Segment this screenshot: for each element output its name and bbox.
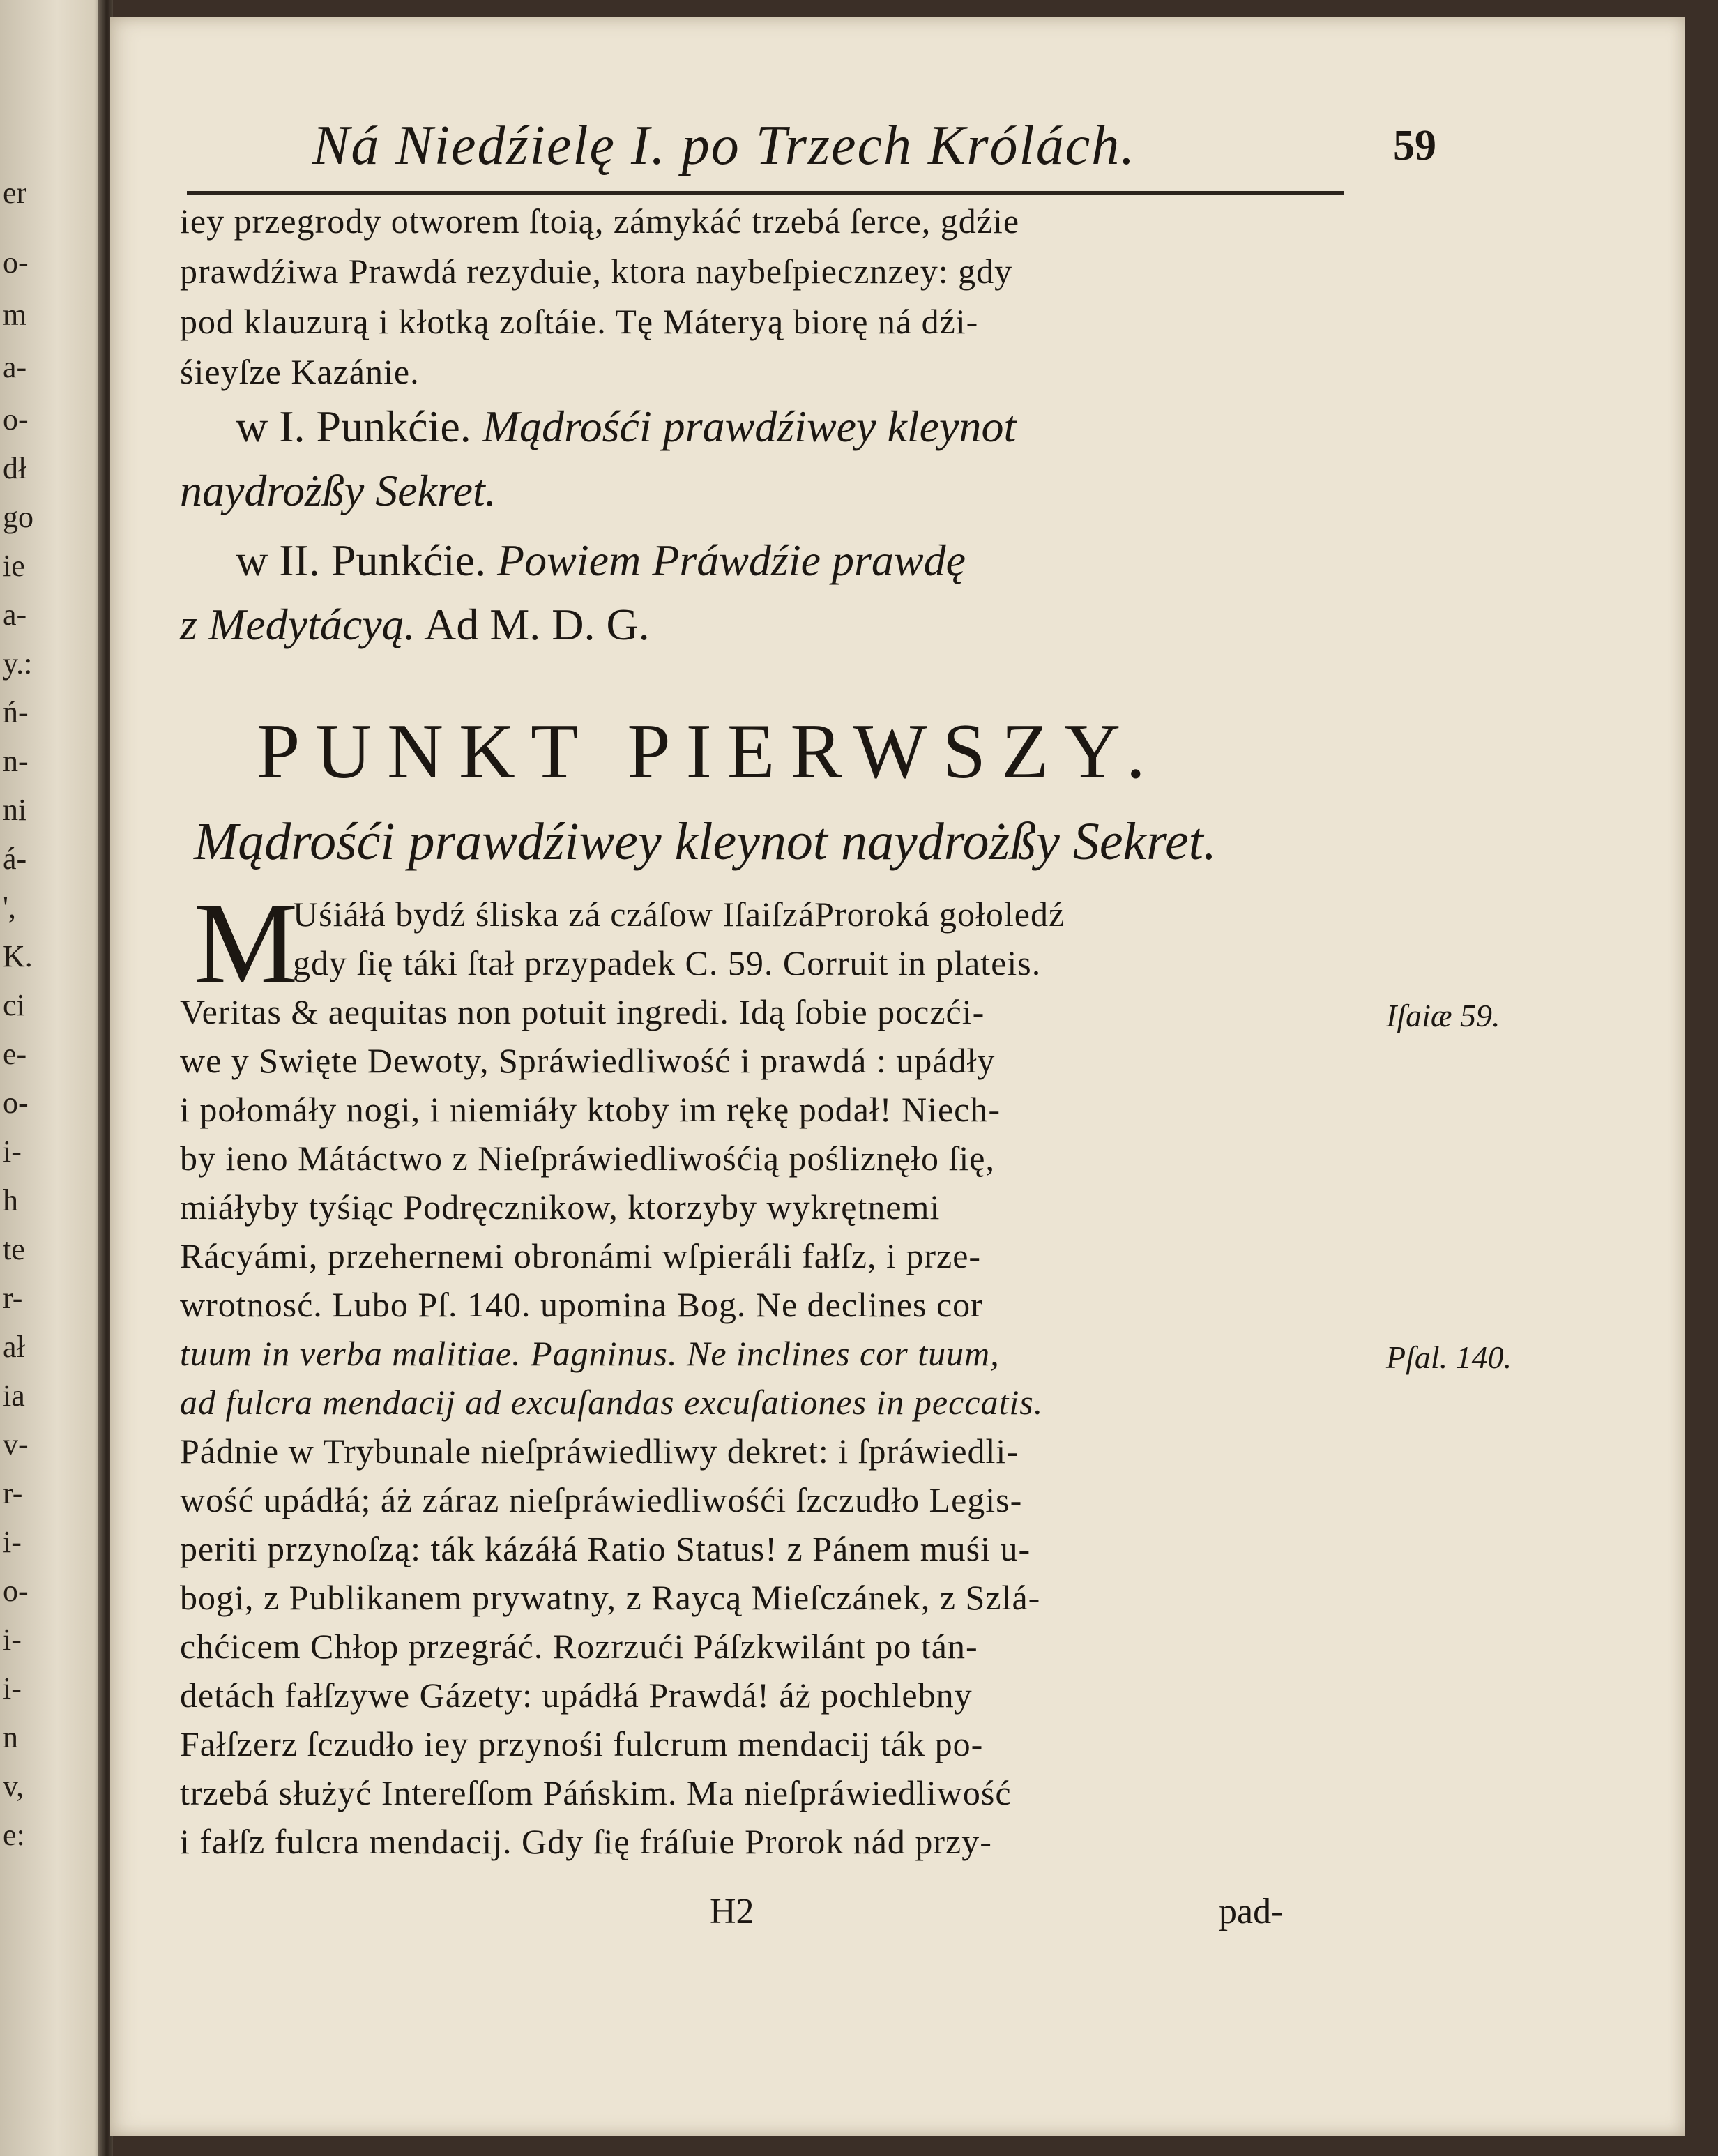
facing-page-fragment: n- xyxy=(3,744,29,778)
facing-page-fragment: ia xyxy=(3,1379,25,1413)
body-line: Pádnie w Trybunale nieſpráwiedliwy dekret: i ſpráwiedli- xyxy=(180,1432,1019,1471)
facing-page-fragment: á- xyxy=(3,842,27,876)
facing-page-fragment: v- xyxy=(3,1427,29,1462)
punkt-one-title-cont: naydrożßy Sekret. xyxy=(180,466,496,515)
body-line: Rácyámi, przeherneмi obronámi wſpieráli fałſz, i prze- xyxy=(180,1236,982,1275)
facing-page-fragment: ał xyxy=(3,1330,25,1364)
facing-page-fragment: ń- xyxy=(3,695,29,729)
facing-page-fragment: te xyxy=(3,1232,25,1266)
body-line: we y Swięte Dewoty, Spráwiedliwość i prawdá : upádły xyxy=(180,1041,996,1080)
section-subheading: Mądrośći prawdźiwey kleynot naydrożßy Sekret. xyxy=(194,812,1217,871)
facing-page-fragment: dł xyxy=(3,451,27,485)
facing-page-fragment: ', xyxy=(3,890,16,925)
facing-page-fragment: e- xyxy=(3,1037,27,1071)
facing-page-fragment: o- xyxy=(3,402,29,436)
catchword: pad- xyxy=(1219,1892,1284,1931)
section-heading: PUNKT PIERWSZY. xyxy=(257,708,1161,795)
facing-page-fragment: o- xyxy=(3,245,29,280)
body-line: trzebá służyć Intereſſom Páńskim. Ma nieſpráwiedliwość xyxy=(180,1773,1012,1812)
running-title: Ná Niedźielę I. po Trzech Królách. xyxy=(312,115,1137,176)
margin-note-isaiah: Iſaiæ 59. xyxy=(1386,998,1500,1033)
body-line: detách fałſzywe Gázety: upádłá Prawdá! áż pochlebny xyxy=(180,1676,973,1715)
intro-line: iey przegrody otworem ſtoią, zámykáć trzebá ſerce, gdźie xyxy=(180,202,1020,241)
body-line: chćicem Chłop przegráć. Rozrzući Páſzkwilánt po tán- xyxy=(180,1627,978,1666)
body-line: by ieno Mátáctwo z Nieſpráwiedliwośćią pośliznęło ſię, xyxy=(180,1139,995,1178)
facing-page-fragment: i- xyxy=(3,1525,22,1559)
intro-line: prawdźiwa Prawdá rezyduie, ktora naybeſpiecznzey: gdy xyxy=(180,252,1013,291)
body-line: wrotnosć. Lubo Pſ. 140. upomina Bog. Ne declines cor xyxy=(180,1285,983,1324)
drop-cap: M xyxy=(194,879,298,1008)
punkt-one-prefix: w I. Punkćie. xyxy=(236,402,471,451)
punkt-two-line xyxy=(236,538,1435,583)
facing-page-fragment: r- xyxy=(3,1476,23,1510)
punkt-two-title: Powiem Práwdźie prawdę xyxy=(497,536,966,585)
facing-page-fragment: e: xyxy=(3,1818,25,1852)
body-line: Veritas & aequitas non potuit ingredi. Idą ſobie poczći- xyxy=(180,992,985,1031)
facing-page-fragment: K. xyxy=(3,939,33,973)
facing-page-fragment: y.: xyxy=(3,646,33,681)
book-page xyxy=(110,17,1685,2136)
punkt-two-title-cont: z Medytácyą. xyxy=(180,600,416,649)
facing-page-fragment: o- xyxy=(3,1086,29,1120)
body-line: gdy ſię táki ſtał przypadek C. 59. Corruit in plateis. xyxy=(293,943,1042,982)
intro-line: pod klauzurą i kłotką zoſtáie. Tę Máteryą biorę ná dźi- xyxy=(180,302,979,341)
dedication: Ad M. D. G. xyxy=(424,600,650,649)
facing-page-fragment: er xyxy=(3,176,27,210)
body-line: miáłyby tyśiąc Podręcznikow, ktorzyby wykrętnemi xyxy=(180,1187,941,1227)
body-line: ad fulcra mendacij ad excuſandas excuſationes in peccatis. xyxy=(180,1383,1044,1422)
page-number: 59 xyxy=(1393,122,1436,169)
body-line: i połomáły nogi, i niemiáły ktoby im rękę podał! Niech- xyxy=(180,1090,1001,1129)
facing-page-fragment: i- xyxy=(3,1134,22,1169)
facing-page-fragment: ie xyxy=(3,549,25,583)
punkt-two-prefix: w II. Punkćie. xyxy=(236,536,487,585)
body-line: Fałſzerz ſczudło iey przynośi fulcrum mendacij ták po- xyxy=(180,1724,984,1763)
header-rule xyxy=(187,191,1344,195)
facing-page-fragment: r- xyxy=(3,1281,23,1315)
facing-page-edge xyxy=(0,0,105,2156)
facing-page-fragment: ni xyxy=(3,793,27,827)
facing-page-fragment: h xyxy=(3,1183,18,1217)
facing-page-fragment: a- xyxy=(3,350,27,384)
facing-page-fragment: i- xyxy=(3,1671,22,1706)
punkt-one-title: Mądrośći prawdźiwey kleynot xyxy=(482,402,1017,451)
punkt-two-line-cont xyxy=(180,602,1379,647)
body-line: periti przynoſzą: ták kázáłá Ratio Status! z Pánem muśi u- xyxy=(180,1529,1031,1568)
body-line: Uśiáłá bydź śliska zá czáſow IſaiſzáProroká gołoledź xyxy=(293,895,1065,934)
body-line: wość upádłá; áż záraz nieſpráwiedliwośći ſzczudło Legis- xyxy=(180,1480,1023,1519)
facing-page-fragment: v, xyxy=(3,1769,24,1803)
facing-page-fragment: i- xyxy=(3,1623,22,1657)
facing-page-fragment: m xyxy=(3,298,27,332)
intro-line: śieyſze Kazánie. xyxy=(180,352,420,391)
facing-page-fragment: go xyxy=(3,500,33,534)
signature-mark: H2 xyxy=(710,1892,754,1931)
facing-page-fragment: o- xyxy=(3,1574,29,1608)
facing-page-fragment: a- xyxy=(3,598,27,632)
body-line: tuum in verba malitiae. Pagninus. Ne inclines cor tuum, xyxy=(180,1334,1000,1373)
margin-note-psalm: Pſal. 140. xyxy=(1386,1339,1512,1375)
facing-page-fragment: n xyxy=(3,1720,18,1754)
punkt-one-line xyxy=(236,404,1435,449)
body-line: bogi, z Publikanem prywatny, z Raycą Mieſczánek, z Szlá- xyxy=(180,1578,1041,1617)
body-line: i fałſz fulcra mendacij. Gdy ſię fráſuie Prorok nád przy- xyxy=(180,1822,992,1861)
facing-page-fragment: ci xyxy=(3,988,25,1022)
